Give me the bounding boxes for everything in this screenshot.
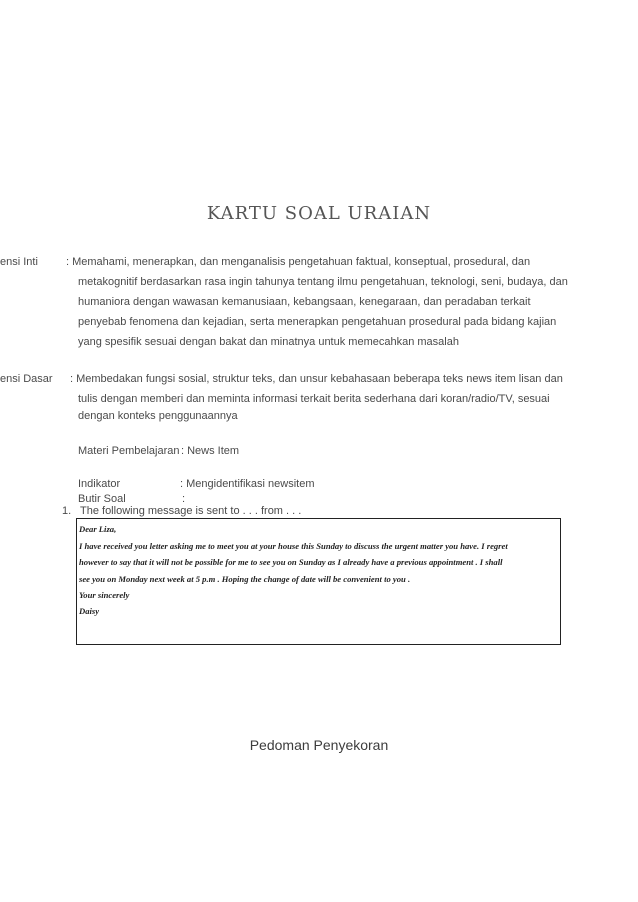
kompetensi-inti-line: yang spesifik sesuai dengan bakat dan minatnya untuk memecahkan masalah [78,336,459,348]
indikator-label: Indikator [78,478,121,490]
kompetensi-inti-line: penyebab fenomena dan kejadian, serta menerapkan pengetahuan prosedural pada bidang kajian [78,316,557,328]
letter-box [76,518,561,645]
kompetensi-dasar-label: ensi Dasar [0,373,53,385]
letter-line: Daisy [79,606,100,616]
scoring-heading: Pedoman Penyekoran [249,737,389,753]
materi-label: Materi Pembelajaran [78,445,180,457]
kompetensi-inti-line: humaniora dengan wawasan kemanusiaan, kebangsaan, kenegaraan, dan peradaban terkait [78,296,531,308]
materi-value: : News Item [181,445,240,457]
kompetensi-inti-line: metakognitif berdasarkan rasa ingin tahunya tentang ilmu pengetahuan, teknologi, seni, budaya, dan [78,276,568,288]
letter-line: I have received you letter asking me to meet you at your house this Sunday to discuss the urgent matter you have. I regret [79,541,508,551]
kompetensi-dasar-line: tulis dengan memberi dan meminta informasi terkait berita sederhana dari koran/radio/TV, sesuai [78,393,550,405]
butir-soal-label: Butir Soal [78,493,126,505]
letter-line: Your sincerely [79,590,130,600]
kompetensi-dasar-first-line: : Membedakan fungsi sosial, struktur teks, dan unsur kebahasaan beberapa teks news item lisan dan [70,373,563,385]
indikator-value: : Mengidentifikasi newsitem [180,478,315,490]
letter-line: see you on Monday next week at 5 p.m . Hoping the change of date will be convenient to you . [79,574,411,584]
question-number: 1. [62,505,72,517]
kompetensi-inti-label: ensi Inti [0,256,38,268]
kompetensi-dasar-line: dengan konteks penggunaannya [78,410,238,422]
letter-line: Dear Liza, [79,524,117,534]
question-text: The following message is sent to . . . from . . . [80,505,302,517]
page-title-text: KARTU SOAL URAIAN [206,203,432,224]
butir-soal-value: : [182,493,186,505]
letter-line: however to say that it will not be possible for me to see you on Sunday as I already have a previous appointment . I shall [79,557,503,567]
page-title [0,203,638,224]
kompetensi-inti-first-line: : Memahami, menerapkan, dan menganalisis pengetahuan faktual, konseptual, prosedural, dan [66,256,531,268]
